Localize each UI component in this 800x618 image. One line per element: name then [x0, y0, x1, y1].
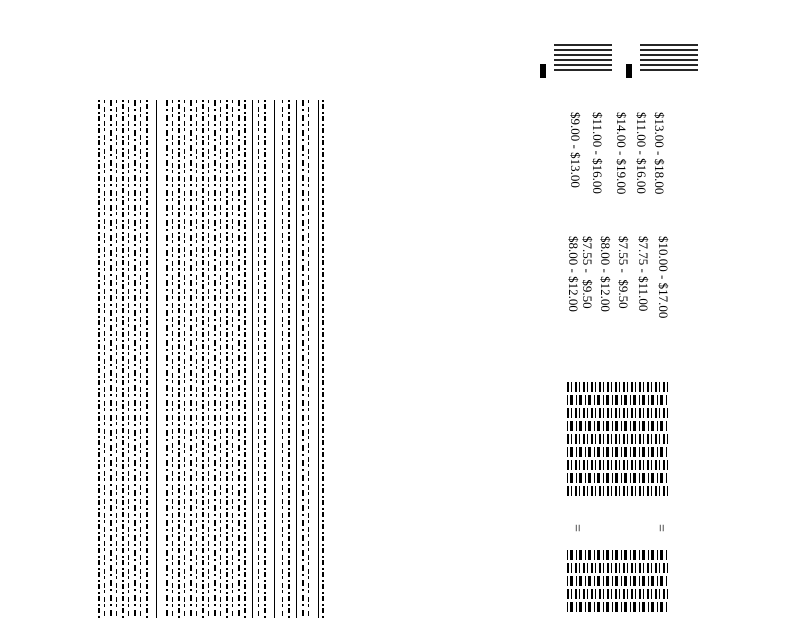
wage-range: $7.75 - $11.00 — [636, 236, 651, 312]
scan-column — [134, 100, 136, 618]
garbled-row — [567, 382, 669, 392]
garbled-row — [567, 447, 669, 457]
scan-column — [190, 100, 192, 618]
garbled-row — [567, 589, 669, 599]
scan-column — [214, 100, 216, 618]
corner-mark — [626, 64, 632, 78]
scan-column — [238, 100, 240, 618]
garbled-row — [567, 473, 669, 483]
scan-column — [98, 100, 100, 618]
scan-column — [208, 100, 209, 618]
scan-column — [282, 100, 283, 618]
scan-column — [226, 100, 228, 618]
illegible-table — [98, 100, 326, 618]
garbled-row — [567, 421, 669, 431]
garbled-row — [567, 563, 669, 573]
scan-column — [202, 100, 204, 618]
scan-column — [128, 100, 129, 618]
scan-divider — [318, 100, 319, 618]
wage-range: $11.00 - $16.00 — [634, 112, 649, 194]
scan-column — [308, 100, 309, 618]
scan-column — [122, 100, 124, 618]
scan-column — [104, 100, 105, 618]
scan-column — [184, 100, 185, 618]
wage-range: $8.00 - $12.00 — [566, 236, 581, 312]
scan-divider — [274, 100, 275, 618]
scan-column — [322, 100, 324, 618]
garbled-heading — [640, 44, 698, 72]
garbled-row — [567, 408, 669, 418]
scan-column — [232, 100, 233, 618]
wage-range: $10.00 - $17.00 — [656, 236, 671, 319]
scan-column — [110, 100, 112, 618]
garbled-row — [567, 434, 669, 444]
garbled-row — [567, 602, 669, 612]
wage-range: $9.00 - $13.00 — [568, 112, 583, 188]
scan-column — [258, 100, 259, 618]
scan-column — [146, 100, 148, 618]
wage-range: $8.00 - $12.00 — [598, 236, 613, 312]
wage-range: $13.00 - $18.00 — [652, 112, 667, 195]
corner-mark — [540, 64, 546, 78]
separator-mark: = — [652, 524, 668, 532]
scan-column — [196, 100, 197, 618]
wage-range: $7.55 - $9.50 — [580, 236, 595, 309]
garbled-row — [567, 576, 669, 586]
header-mark — [626, 44, 702, 78]
scan-column — [288, 100, 290, 618]
garbled-row — [567, 460, 669, 470]
scan-column — [220, 100, 221, 618]
garbled-row — [567, 395, 669, 405]
scan-divider — [156, 100, 157, 618]
scan-divider — [252, 100, 253, 618]
header-mark — [540, 44, 616, 78]
wage-range: $7.55 - $9.50 — [616, 236, 631, 309]
separator-mark: = — [568, 524, 584, 532]
scan-column — [244, 100, 246, 618]
illegible-block — [567, 550, 669, 615]
scan-column — [302, 100, 304, 618]
garbled-row — [567, 550, 669, 560]
scan-column — [264, 100, 266, 618]
garbled-row — [567, 486, 669, 496]
scan-divider — [296, 100, 297, 618]
wage-range: $11.00 - $16.00 — [590, 112, 605, 194]
wage-range: $14.00 - $19.00 — [614, 112, 629, 195]
garbled-heading — [554, 44, 612, 72]
scan-column — [116, 100, 117, 618]
illegible-block — [567, 382, 669, 499]
scan-column — [178, 100, 180, 618]
scan-column — [172, 100, 173, 618]
scan-column — [166, 100, 168, 618]
scan-column — [140, 100, 141, 618]
